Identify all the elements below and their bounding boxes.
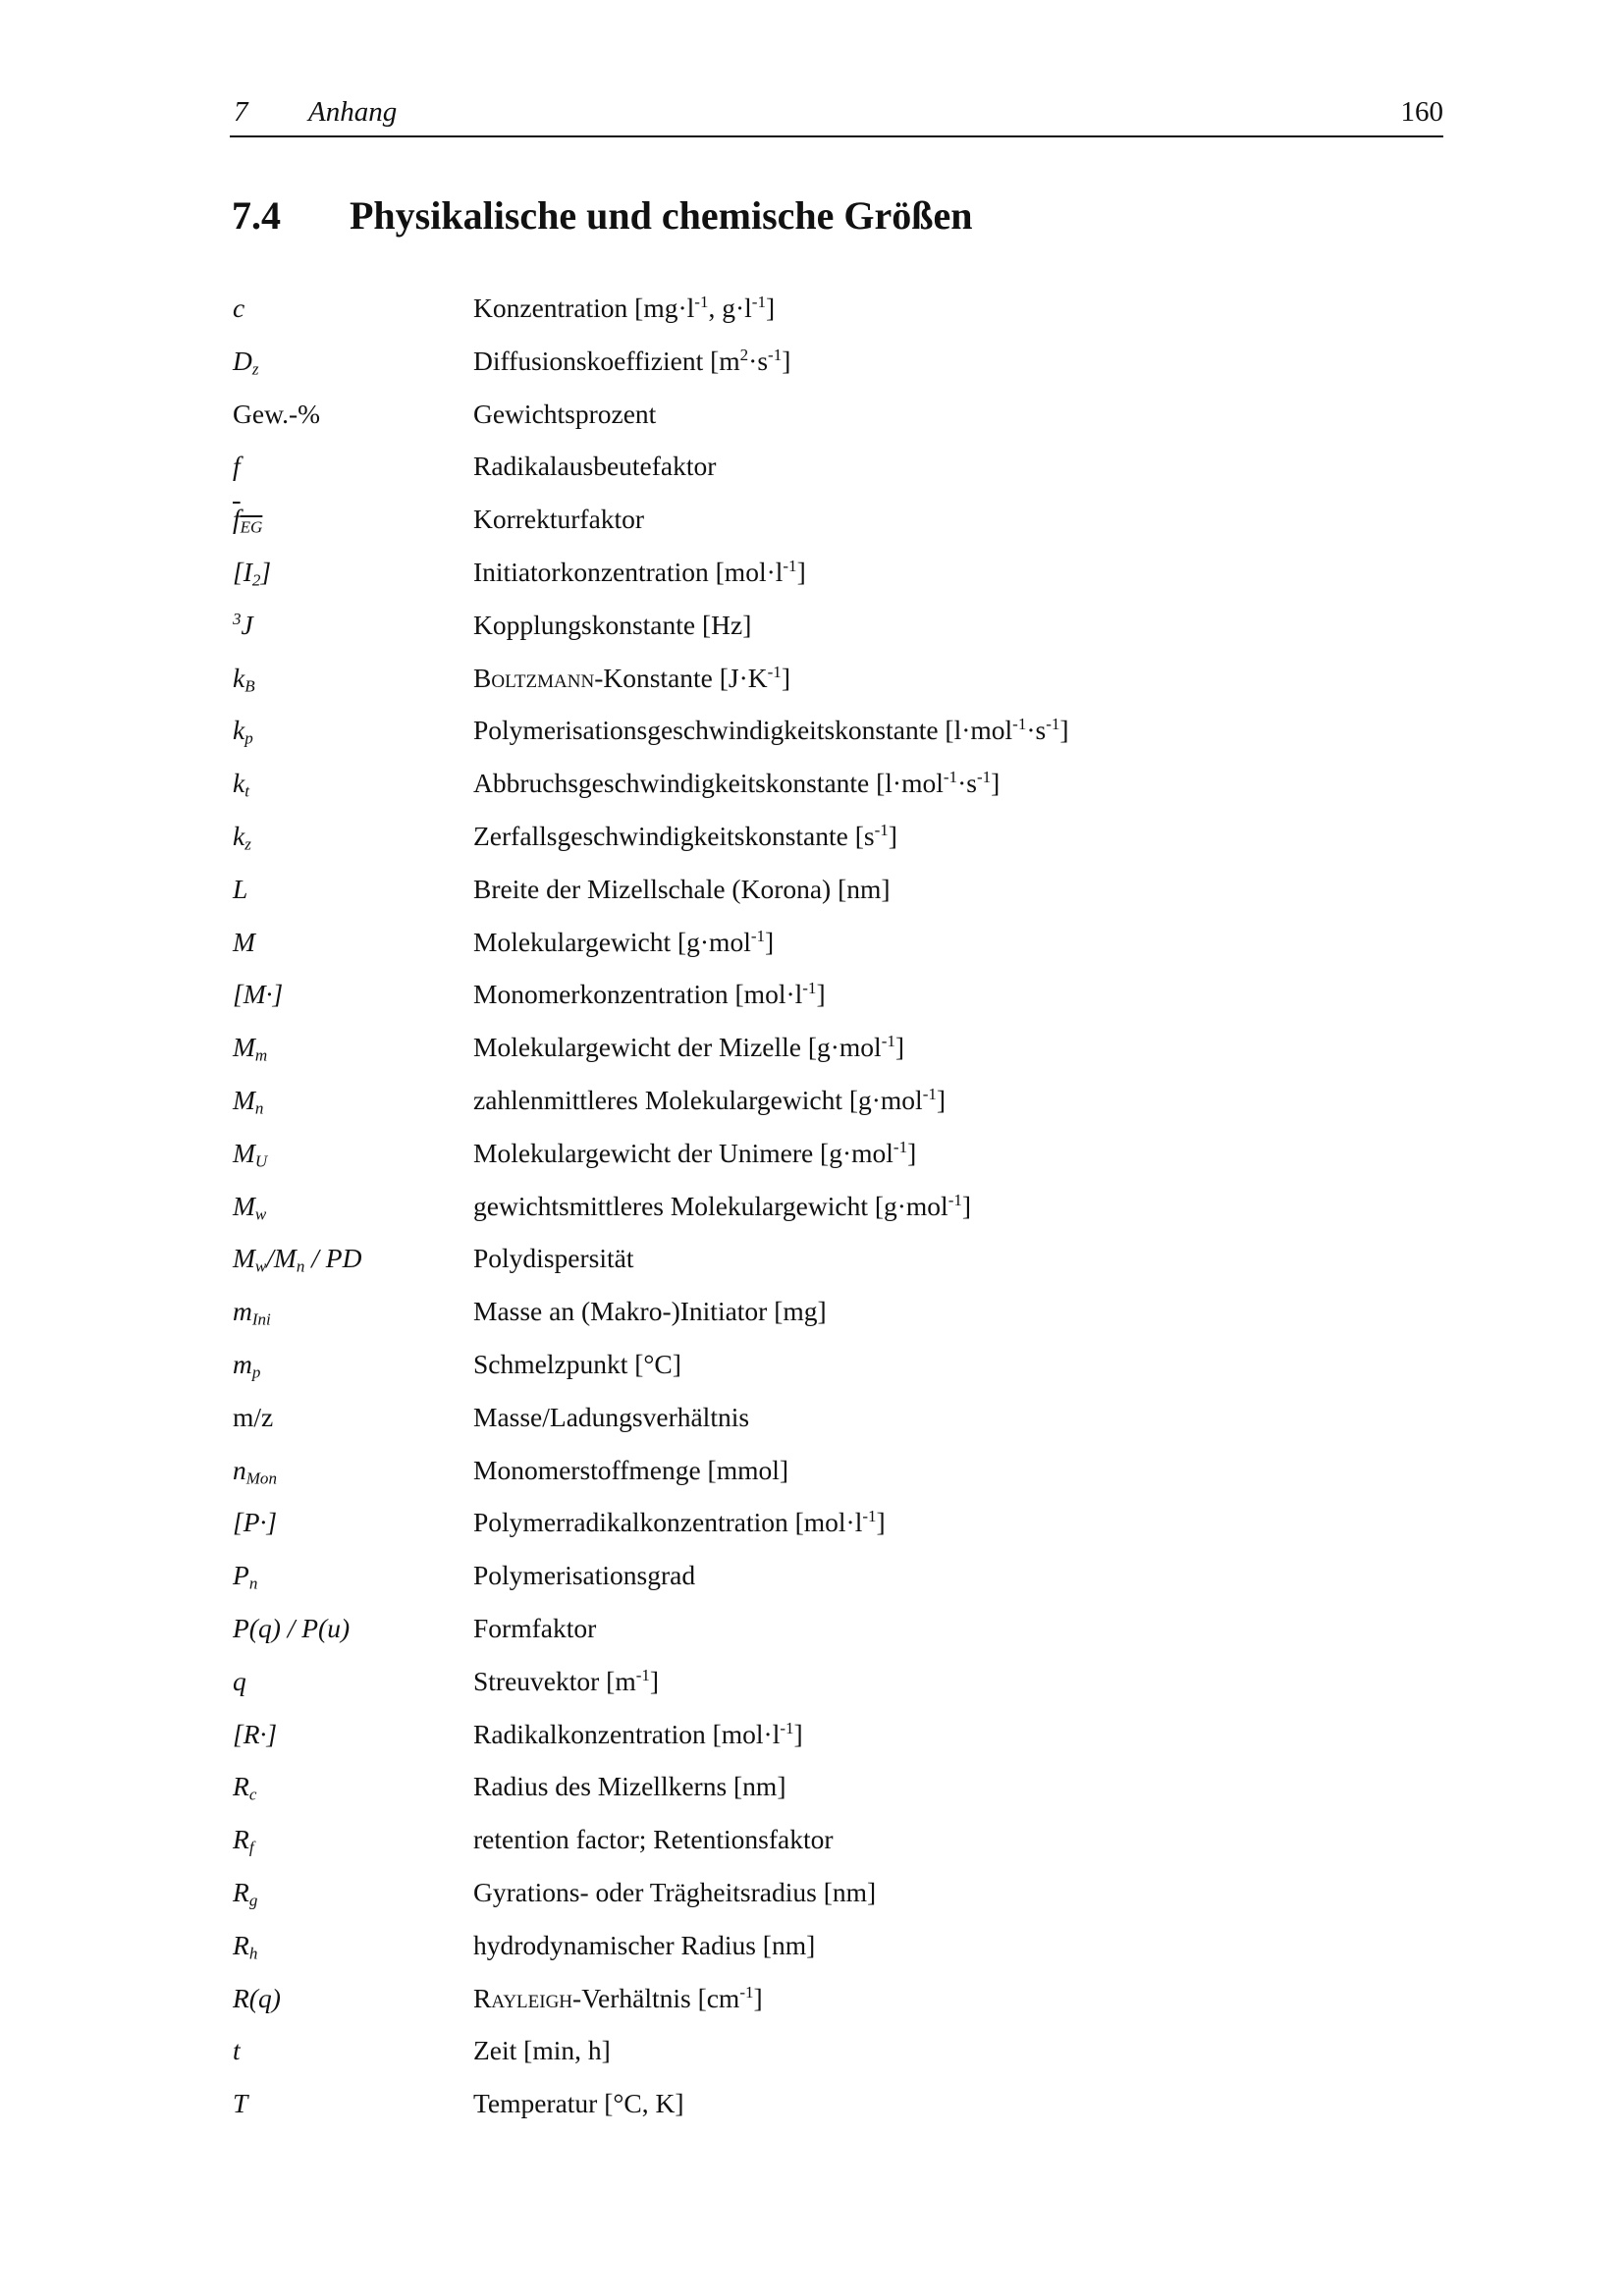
symbol-row bbox=[233, 1347, 1411, 1400]
symbol: M bbox=[233, 926, 255, 957]
symbol-row bbox=[233, 1981, 1411, 2034]
symbol-row bbox=[233, 977, 1411, 1030]
symbol-row bbox=[233, 1505, 1411, 1558]
symbol-row bbox=[233, 1664, 1411, 1717]
symbol-description: Rayleigh-Verhältnis $[cm^{-1}]$ bbox=[473, 1982, 763, 2013]
symbol: $R_g$ bbox=[233, 1876, 258, 1910]
symbol: $R_f$ bbox=[233, 1824, 254, 1857]
symbol-description: Boltzmann-Konstante $[J\cdot K^{-1}]$ bbox=[473, 662, 790, 693]
symbol-description: Molekulargewicht der Mizelle [g·mol$^{-1}$] bbox=[473, 1031, 905, 1063]
symbol-description: Gewichtsprozent bbox=[473, 398, 657, 429]
symbol: $M_w/M_n$ / PD bbox=[233, 1243, 362, 1276]
symbol-row bbox=[233, 555, 1411, 608]
symbol-row bbox=[233, 1294, 1411, 1347]
symbol-row bbox=[233, 766, 1411, 819]
symbol-description: Polymerradikalkonzentration $[mol\cdot l^{-1}]$ bbox=[473, 1507, 886, 1538]
symbol-row bbox=[233, 1189, 1411, 1242]
symbol-row bbox=[233, 291, 1411, 344]
symbol-description: Zeit [min, h] bbox=[473, 2035, 611, 2066]
symbol-description: hydrodynamischer Radius [nm] bbox=[473, 1929, 816, 1960]
symbol: $k_t$ bbox=[233, 768, 249, 801]
symbol-description: Radikalkonzentration $[mol\cdot l^{-1}]$ bbox=[473, 1718, 803, 1749]
symbol-description: Monomerstoffmenge [mmol] bbox=[473, 1454, 789, 1485]
symbol-description: Diffusionskoeffizient $[m^2\cdot s^{-1}]$ bbox=[473, 345, 791, 376]
symbol: $^3$J bbox=[233, 609, 253, 640]
symbol: $m_{Ini}$ bbox=[233, 1296, 271, 1329]
symbol: $R_h$ bbox=[233, 1929, 258, 1962]
symbol-row bbox=[233, 1453, 1411, 1506]
symbol: $k_B$ bbox=[233, 662, 255, 695]
symbol-description: Polymerisationsgrad bbox=[473, 1560, 696, 1591]
symbol: $D_z$ bbox=[233, 345, 259, 379]
symbol-description: Monomerkonzentration $[mol\cdot l^{-1}]$ bbox=[473, 979, 826, 1010]
symbol-description: Konzentration [$mg\cdot l^{-1}$, $g\cdot l^{-1}$] bbox=[473, 292, 776, 323]
section-title: Physikalische und chemische Größen bbox=[350, 193, 973, 238]
section-number: 7.4 bbox=[232, 193, 281, 238]
symbol-row bbox=[233, 344, 1411, 397]
symbol: $M_n$ bbox=[233, 1084, 264, 1118]
symbol-row bbox=[233, 1611, 1411, 1664]
symbol: $n_{Mon}$ bbox=[233, 1454, 277, 1487]
symbol-row bbox=[233, 1136, 1411, 1189]
symbol-description: Masse/Ladungsverhältnis bbox=[473, 1401, 750, 1432]
symbol-description: retention factor; Retentionsfaktor bbox=[473, 1824, 834, 1855]
symbol: R(q) bbox=[233, 1982, 281, 2013]
symbol-row bbox=[233, 502, 1411, 555]
symbol-row bbox=[233, 1822, 1411, 1875]
symbol-description: Radikalausbeutefaktor bbox=[473, 451, 717, 482]
symbol: [P·] bbox=[233, 1507, 278, 1538]
symbol: [M·] bbox=[233, 979, 284, 1010]
symbol-row bbox=[233, 925, 1411, 978]
symbol-description: zahlenmittleres Molekulargewicht [g·mol$^{-1}$] bbox=[473, 1084, 947, 1115]
symbol: $M_m$ bbox=[233, 1032, 268, 1065]
symbol-row bbox=[233, 1030, 1411, 1083]
symbol-description: gewichtsmittleres Molekulargewicht [g·mol$^{-1}$] bbox=[473, 1190, 972, 1221]
symbol: $m_p$ bbox=[233, 1348, 261, 1382]
chapter-title: Anhang bbox=[308, 96, 398, 128]
symbol-row bbox=[233, 608, 1411, 661]
symbol-row bbox=[233, 1083, 1411, 1136]
symbol-list bbox=[233, 291, 1411, 2139]
symbol: $R_c$ bbox=[233, 1771, 257, 1804]
symbol-row bbox=[233, 1717, 1411, 1770]
symbol-description: Korrekturfaktor bbox=[473, 504, 645, 535]
symbol-row bbox=[233, 872, 1411, 925]
symbol: T bbox=[233, 2088, 248, 2119]
symbol-description: Gyrations- oder Trägheitsradius [nm] bbox=[473, 1876, 877, 1907]
symbol-description: Abbruchsgeschwindigkeitskonstante $[l\cdot mol^{-1}\cdot s^{-1}]$ bbox=[473, 767, 1001, 799]
symbol: f bbox=[233, 451, 241, 482]
symbol-description: Molekulargewicht der Unimere [g·mol$^{-1}$] bbox=[473, 1137, 917, 1168]
symbol: $k_p$ bbox=[233, 715, 253, 748]
symbol-row bbox=[233, 1928, 1411, 1981]
symbol: $[I_2]$ bbox=[233, 556, 272, 590]
symbol-row bbox=[233, 2033, 1411, 2086]
symbol-row bbox=[233, 1875, 1411, 1928]
symbol: q bbox=[233, 1665, 246, 1696]
symbol-description: Formfaktor bbox=[473, 1612, 597, 1643]
symbol-description: Kopplungskonstante [Hz] bbox=[473, 609, 752, 640]
symbol-description: Schmelzpunkt [°C] bbox=[473, 1348, 681, 1379]
symbol-row bbox=[233, 2086, 1411, 2139]
symbol: m/z bbox=[233, 1401, 274, 1432]
symbol-row bbox=[233, 819, 1411, 872]
symbol-description: Streuvektor $[m^{-1}]$ bbox=[473, 1665, 660, 1696]
symbol-description: Radius des Mizellkerns [nm] bbox=[473, 1771, 786, 1802]
symbol: $M_w$ bbox=[233, 1190, 267, 1223]
symbol-row bbox=[233, 661, 1411, 714]
symbol-description: Breite der Mizellschale (Korona) [nm] bbox=[473, 873, 891, 904]
symbol: Gew.-% bbox=[233, 398, 321, 429]
symbol-description: Masse an (Makro-)Initiator [mg] bbox=[473, 1296, 827, 1327]
symbol: c bbox=[233, 293, 245, 323]
symbol-row bbox=[233, 1400, 1411, 1453]
symbol-row bbox=[233, 1558, 1411, 1611]
page-number: 160 bbox=[1400, 96, 1443, 128]
symbol: P(q) / P(u) bbox=[233, 1612, 351, 1643]
symbol-description: Initiatorkonzentration $[mol\cdot l^{-1}]$ bbox=[473, 556, 806, 587]
chapter-number: 7 bbox=[234, 96, 248, 128]
symbol: $k_z$ bbox=[233, 820, 251, 854]
symbol: $f_{EG}$ bbox=[233, 504, 263, 537]
symbol: [R·] bbox=[233, 1718, 278, 1749]
symbol-row bbox=[233, 1769, 1411, 1822]
symbol-row bbox=[233, 713, 1411, 766]
running-header bbox=[230, 96, 1443, 137]
symbol: L bbox=[233, 873, 248, 904]
symbol: $M_U$ bbox=[233, 1137, 268, 1170]
symbol-row bbox=[233, 397, 1411, 450]
symbol-description: Polymerisationsgeschwindigkeitskonstante $[l\cdot mol^{-1}\cdot s^{-1}]$ bbox=[473, 715, 1069, 746]
symbol-row bbox=[233, 449, 1411, 502]
symbol-row bbox=[233, 1241, 1411, 1294]
symbol-description: Molekulargewicht [g·mol$^{-1}$] bbox=[473, 926, 775, 957]
symbol-description: Polydispersität bbox=[473, 1243, 634, 1274]
symbol-description: Temperatur [°C, K] bbox=[473, 2088, 684, 2119]
symbol: $P_n$ bbox=[233, 1560, 258, 1593]
symbol: t bbox=[233, 2035, 241, 2066]
symbol-description: Zerfallsgeschwindigkeitskonstante $[s^{-1}]$ bbox=[473, 820, 897, 851]
